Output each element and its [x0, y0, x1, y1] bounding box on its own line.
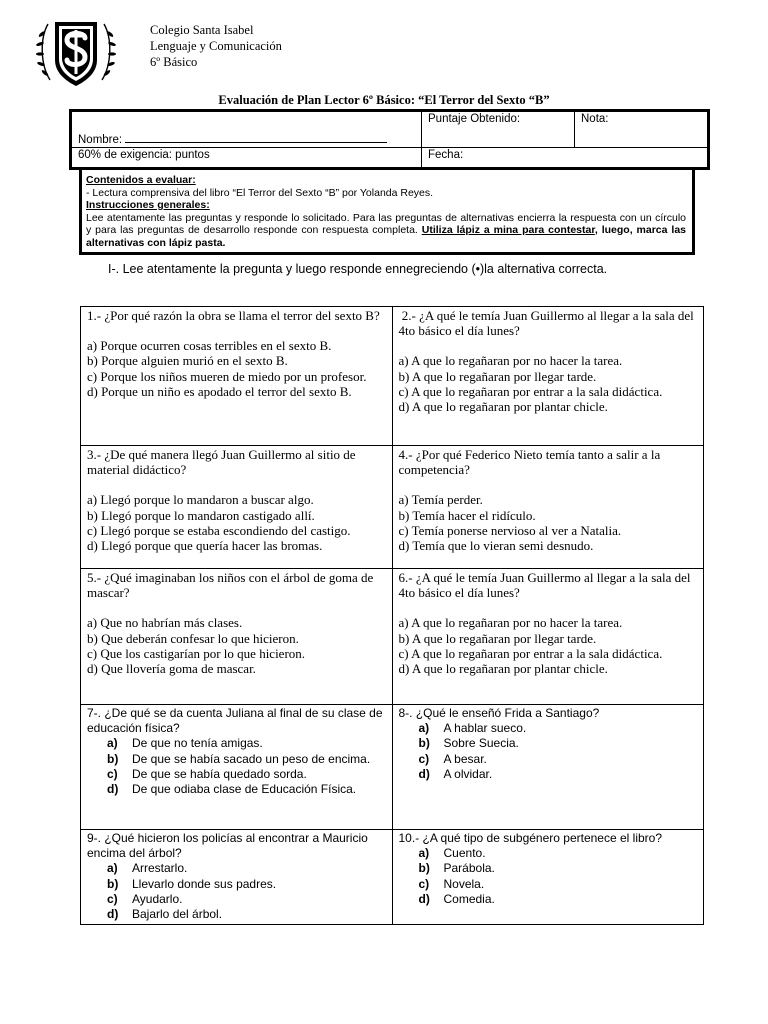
question-9 — [81, 830, 393, 925]
question-3-option-a[interactable]: a) Llegó porque lo mandaron a buscar algo. — [87, 492, 314, 508]
question-1 — [81, 307, 393, 446]
instructions-part2: Utiliza lápiz a mina para contestar — [421, 224, 595, 236]
instructions-part3: , luego, marca las alternativas con lápiz pasta. — [86, 224, 686, 249]
school-crest-icon — [28, 16, 124, 88]
question-9-option-a[interactable] — [107, 861, 386, 876]
question-8-text: 8-. ¿Qué le enseñó Frida a Santiago? — [398, 706, 600, 720]
name-line — [125, 132, 387, 143]
instructions-text — [86, 212, 686, 250]
option-letter: c) — [418, 751, 430, 766]
question-7-option-b[interactable] — [107, 752, 386, 767]
school-name: Colegio Santa Isabel — [150, 23, 254, 37]
question-2-option-d[interactable]: d) A que lo regañaran por plantar chicle. — [398, 399, 608, 415]
question-4-option-a[interactable]: a) Temía perder. — [398, 492, 483, 508]
question-2-option-a[interactable]: a) A que lo regañaran por no hacer la tarea. — [398, 353, 623, 369]
question-9-text: 9-. ¿Qué hicieron los policías al encontrar a Mauricio encima del árbol? — [87, 831, 368, 861]
option-letter: a) — [418, 846, 430, 861]
question-6 — [392, 569, 704, 705]
school-logo — [28, 16, 124, 88]
question-6-text: 6.- ¿A qué le temía Juan Guillermo al llegar a la sala del 4to básico el día lunes? — [398, 570, 691, 601]
question-3 — [81, 446, 393, 569]
option-text: Bajarlo del árbol. — [132, 907, 223, 922]
question-8-option-b[interactable] — [419, 736, 698, 751]
question-1-text: 1.- ¿Por qué razón la obra se llama el terror del sexto B? — [87, 308, 380, 323]
question-10-option-a[interactable] — [419, 846, 698, 861]
date-label: Fecha: — [428, 149, 464, 161]
question-10 — [392, 830, 704, 925]
option-text: A besar. — [443, 751, 487, 766]
question-7-text: 7-. ¿De qué se da cuenta Juliana al final de su clase de educación física? — [87, 706, 383, 736]
question-2 — [392, 307, 704, 446]
option-letter: d) — [418, 766, 430, 781]
option-text: Arrestarlo. — [132, 861, 188, 876]
section-instruction: I-. Lee atentamente la pregunta y luego responde ennegreciendo (•)la alternativa correcta. — [108, 262, 608, 276]
instructions-box — [79, 167, 695, 255]
question-10-option-b[interactable] — [419, 861, 698, 876]
option-text: De que no tenía amigas. — [132, 736, 263, 751]
option-text: Novela. — [443, 876, 485, 891]
option-letter: d) — [107, 907, 119, 922]
question-7 — [81, 705, 393, 830]
option-letter: b) — [418, 736, 430, 751]
question-5-option-b[interactable]: b) Que deberán confesar lo que hicieron. — [87, 630, 299, 646]
grade-label: Nota: — [581, 113, 609, 125]
date-field[interactable] — [422, 148, 709, 169]
exigency-cell — [71, 148, 422, 169]
option-letter: a) — [107, 736, 118, 751]
option-letter: b) — [107, 876, 119, 891]
question-4-text: 4.- ¿Por qué Federico Nieto temía tanto a salir a la competencia? — [398, 447, 661, 478]
question-2-option-c[interactable]: c) A que lo regañaran por entrar a la sala didáctica. — [398, 383, 663, 399]
question-5 — [81, 569, 393, 705]
option-letter: d) — [418, 891, 430, 906]
option-letter: d) — [107, 782, 119, 797]
question-6-option-c[interactable]: c) A que lo regañaran por entrar a la sala didáctica. — [398, 645, 663, 661]
question-7-option-a[interactable] — [107, 736, 386, 751]
question-6-option-d[interactable]: d) A que lo regañaran por plantar chicle. — [398, 661, 608, 677]
question-10-option-c[interactable] — [419, 877, 698, 892]
grade-level: 6º Básico — [150, 55, 198, 69]
option-letter: b) — [107, 751, 119, 766]
option-text: A olvidar. — [443, 766, 493, 781]
contents-label: Contenidos a evaluar: — [86, 174, 196, 186]
question-9-option-b[interactable] — [107, 877, 386, 892]
question-1-option-b[interactable]: b) Porque alguien murió en el sexto B. — [87, 353, 288, 369]
option-letter: b) — [418, 861, 430, 876]
question-2-text: 2.- ¿A qué le temía Juan Guillermo al llegar a la sala del 4to básico el día lunes? — [398, 308, 698, 339]
option-text: De que se había quedado sorda. — [132, 766, 307, 781]
question-8-option-a[interactable] — [419, 721, 698, 736]
option-letter: a) — [418, 721, 430, 736]
question-4-option-c[interactable]: c) Temía ponerse nervioso al ver a Natalia. — [398, 522, 622, 538]
instructions-label: Instrucciones generales: — [86, 199, 210, 211]
option-text: Ayudarlo. — [132, 891, 183, 906]
page-title: Evaluación de Plan Lector 6º Básico: “El Terror del Sexto “B” — [218, 93, 550, 107]
question-8 — [392, 705, 704, 830]
option-text: De que se había sacado un peso de encima. — [132, 751, 371, 766]
question-7-option-c[interactable] — [107, 767, 386, 782]
option-text: Llevarlo donde sus padres. — [132, 876, 277, 891]
question-10-option-d[interactable] — [419, 892, 698, 907]
question-6-option-a[interactable]: a) A que lo regañaran por no hacer la tarea. — [398, 615, 623, 631]
grade-field[interactable] — [575, 111, 709, 148]
question-4-option-b[interactable]: b) Temía hacer el ridículo. — [398, 507, 536, 523]
question-9-option-d[interactable] — [107, 907, 386, 922]
questions-table — [80, 306, 704, 925]
question-5-option-c[interactable]: c) Que los castigarían por lo que hicieron. — [87, 645, 306, 661]
question-1-option-a[interactable]: a) Porque ocurren cosas terribles en el sexto B. — [87, 338, 332, 354]
option-text: Parábola. — [443, 861, 495, 876]
option-text: Cuento. — [443, 846, 486, 861]
subject-name: Lenguaje y Comunicación — [150, 39, 282, 53]
question-8-option-d[interactable] — [419, 767, 698, 782]
instructions-part1: Lee atentamente las preguntas y responde lo solicitado. Para las preguntas de alternativas encierra la respuesta con un círculo y para las preguntas de desarrollo responde con respuesta completa. — [86, 211, 686, 236]
question-5-option-d[interactable]: d) Que llovería goma de mascar. — [87, 661, 256, 677]
question-4 — [392, 446, 704, 569]
option-text: Comedia. — [443, 891, 495, 906]
question-9-option-c[interactable] — [107, 892, 386, 907]
question-3-text: 3.- ¿De qué manera llegó Juan Guillermo al sitio de material didáctico? — [87, 447, 356, 478]
question-1-option-d[interactable]: d) Porque un niño es apodado el terror del sexto B. — [87, 383, 352, 399]
question-3-option-b[interactable]: b) Llegó porque lo mandaron castigado allí. — [87, 507, 315, 523]
question-3-option-d[interactable]: d) Llegó porque que quería hacer las bromas. — [87, 538, 323, 554]
exigency-text: 60% de exigencia: puntos — [78, 149, 210, 161]
school-header — [150, 22, 282, 70]
option-letter: a) — [107, 861, 118, 876]
option-text: De que odiaba clase de Educación Física. — [132, 782, 357, 797]
question-7-option-d[interactable] — [107, 782, 386, 797]
question-5-option-a[interactable]: a) Que no habrían más clases. — [87, 615, 243, 631]
question-5-text: 5.- ¿Qué imaginaban los niños con el árbol de goma de mascar? — [87, 570, 374, 601]
question-10-text: 10.- ¿A qué tipo de subgénero pertenece el libro? — [398, 831, 663, 845]
question-1-option-c[interactable]: c) Porque los niños mueren de miedo por un profesor. — [87, 368, 367, 384]
question-4-option-d[interactable]: d) Temía que lo vieran semi desnudo. — [398, 538, 594, 554]
student-info-table — [69, 109, 710, 170]
question-6-option-b[interactable]: b) A que lo regañaran por llegar tarde. — [398, 630, 597, 646]
score-field[interactable] — [422, 111, 575, 148]
name-label: Nombre: — [78, 134, 123, 146]
name-field[interactable] — [71, 111, 422, 148]
question-3-option-c[interactable]: c) Llegó porque se estaba escondiendo del castigo. — [87, 522, 351, 538]
option-letter: c) — [107, 891, 118, 906]
option-letter: c) — [418, 876, 430, 891]
question-8-option-c[interactable] — [419, 752, 698, 767]
contents-text: - Lectura comprensiva del libro “El Terror del Sexto “B” por Yolanda Reyes. — [86, 186, 434, 199]
option-text: Sobre Suecia. — [443, 736, 519, 751]
score-label: Puntaje Obtenido: — [428, 113, 521, 125]
option-text: A hablar sueco. — [443, 721, 527, 736]
option-letter: c) — [107, 766, 118, 781]
question-2-option-b[interactable]: b) A que lo regañaran por llegar tarde. — [398, 368, 597, 384]
